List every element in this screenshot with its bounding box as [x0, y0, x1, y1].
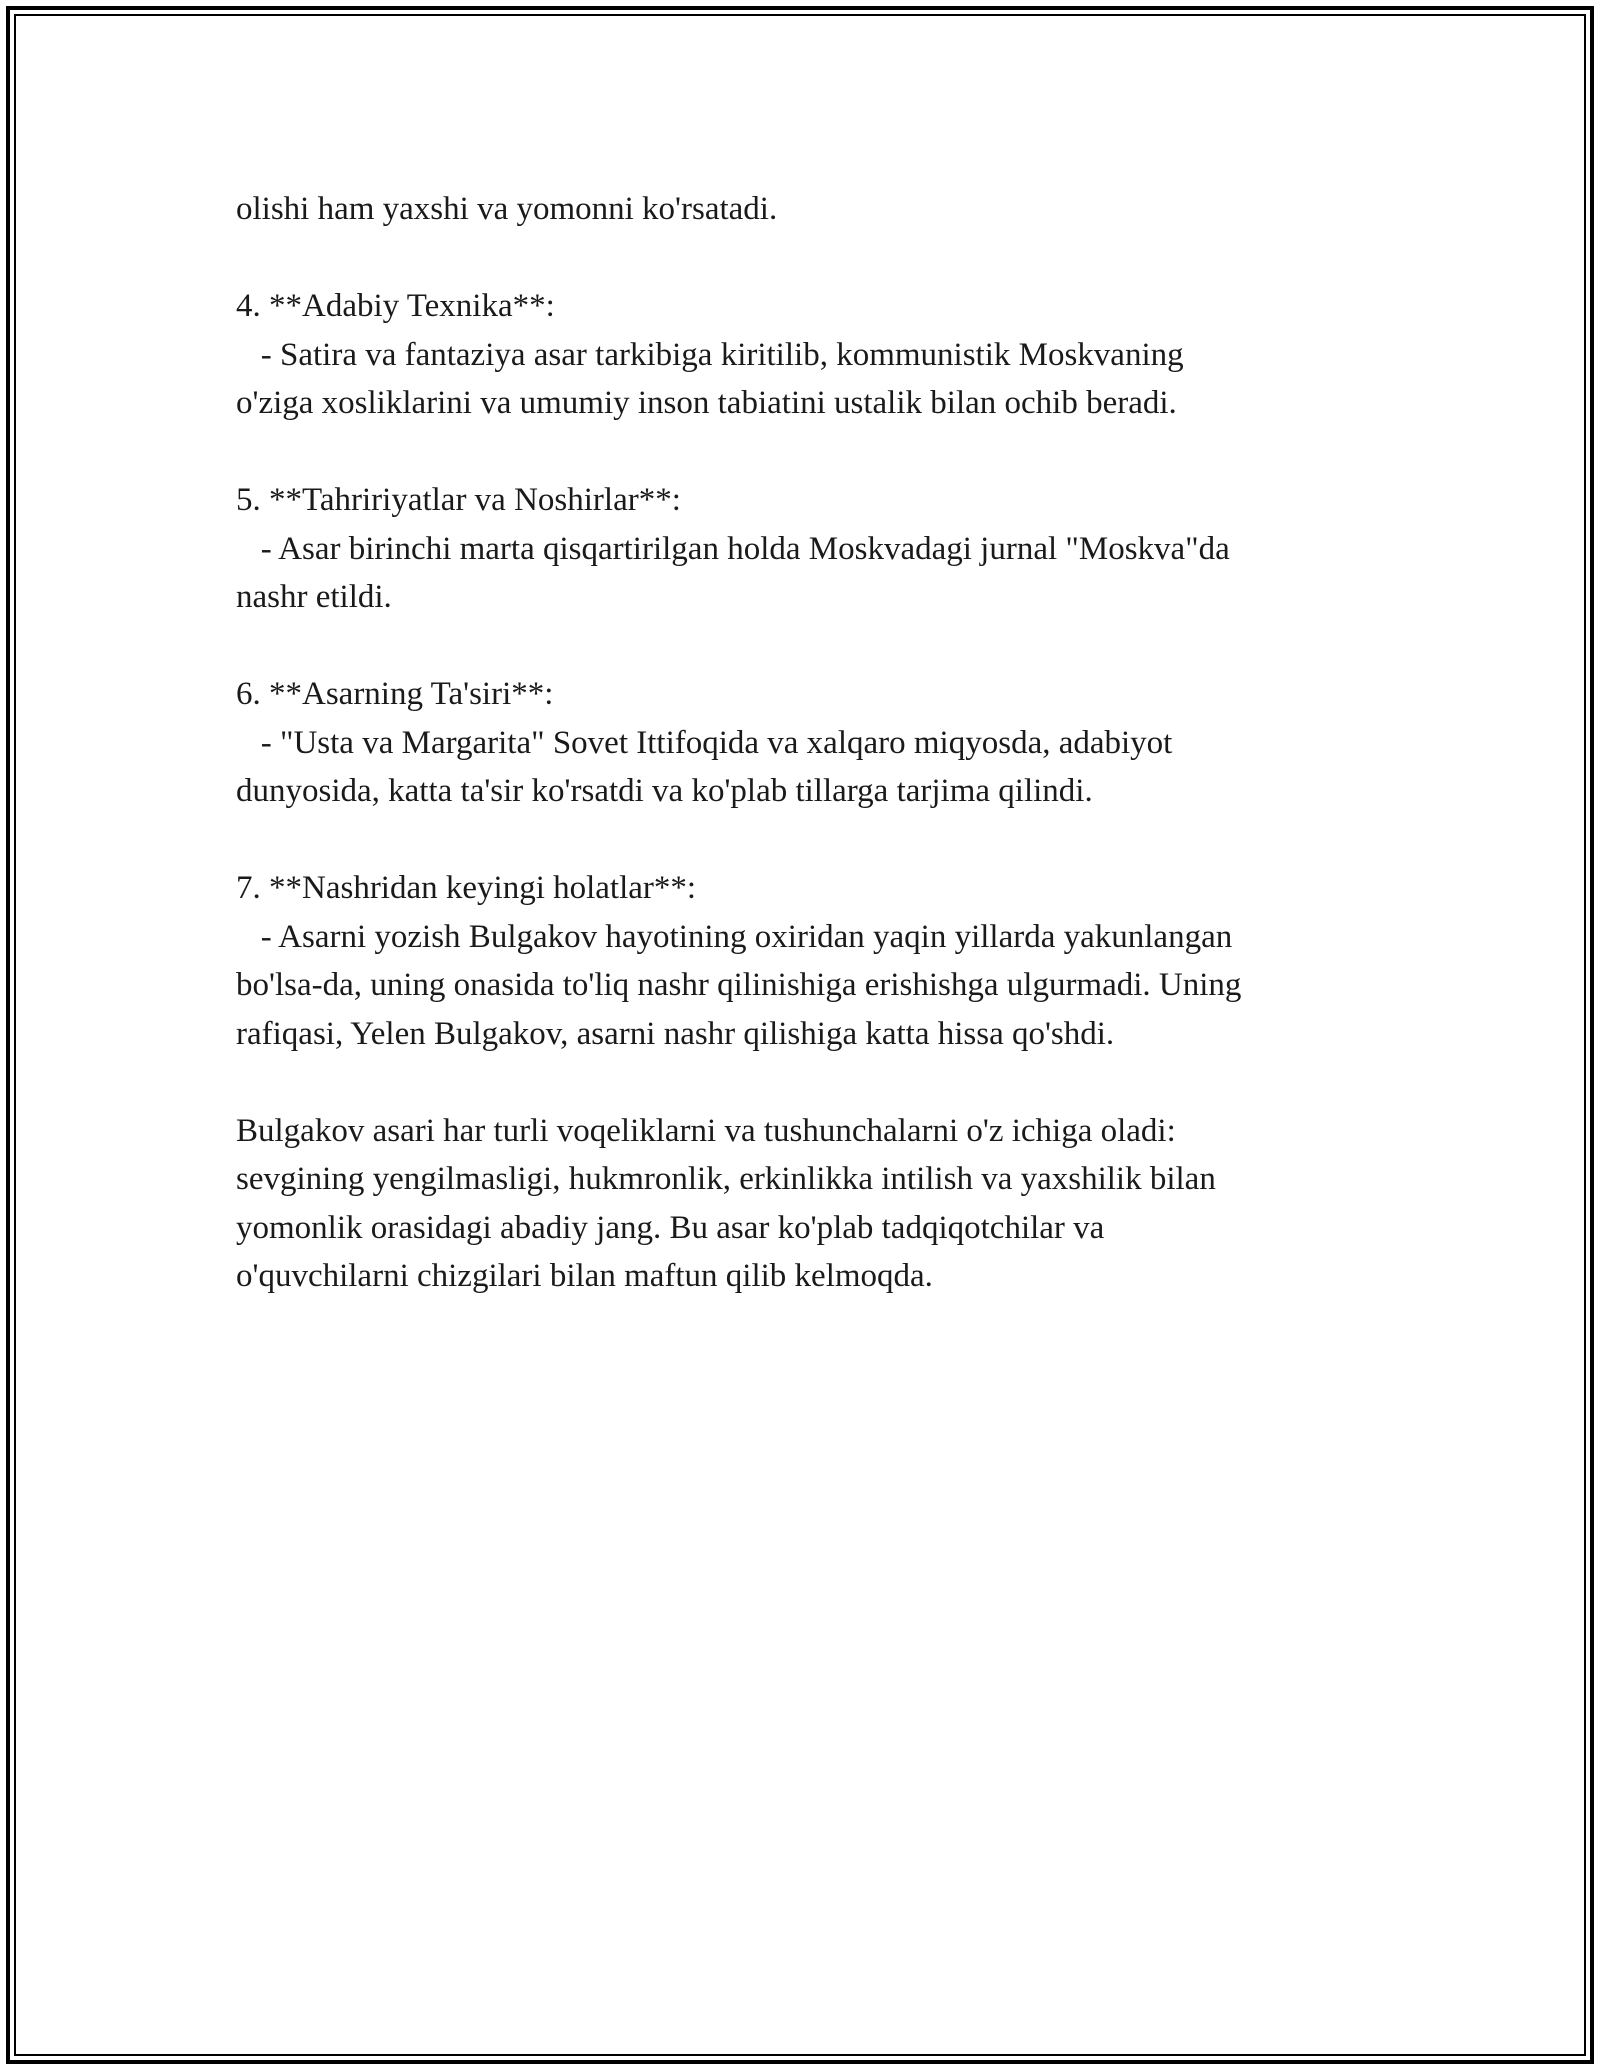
- document-body: [236, 185, 1376, 1301]
- section-text-line: - Satira va fantaziya asar tarkibiga kiritilib, kommunistik Moskvaning: [236, 336, 1184, 373]
- section-text-line: bo'lsa-da, uning onasida to'liq nashr qilinishiga erishishga ulgurmadi. Uning: [236, 967, 1242, 1003]
- section-heading: 6. **Asarning Ta'siri**:: [236, 676, 554, 712]
- conclusion-line: Bulgakov asari har turli voqeliklarni va tushunchalarni o'z ichiga oladi:: [236, 1112, 1176, 1149]
- section-nashridan-keyingi: [236, 864, 1376, 1058]
- section-heading: 5. **Tahririyatlar va Noshirlar**:: [236, 482, 681, 518]
- section-text-line: dunyosida, katta ta'sir ko'rsatdi va ko'plab tillarga tarjima qilindi.: [236, 773, 1093, 809]
- paragraph-gap: [236, 234, 1376, 283]
- section-text-line: nashr etildi.: [236, 579, 392, 615]
- conclusion-line: sevgining yengilmasligi, hukmronlik, erkinlikka intilish va yaxshilik bilan: [236, 1161, 1216, 1197]
- section-adabiy-texnika: [236, 282, 1376, 428]
- paragraph-gap: [236, 428, 1376, 477]
- section-text-line: - Asar birinchi marta qisqartirilgan holda Moskvadagi jurnal "Moskva"da: [236, 530, 1230, 567]
- conclusion-line: yomonlik orasidagi abadiy jang. Bu asar ko'plab tadqiqotchilar va: [236, 1209, 1105, 1246]
- section-text-line: rafiqasi, Yelen Bulgakov, asarni nashr qilishiga katta hissa qo'shdi.: [236, 1015, 1115, 1052]
- section-text-line: - "Usta va Margarita" Sovet Ittifoqida va xalqaro miqyosda, adabiyot: [236, 724, 1173, 761]
- conclusion-line: o'quvchilarni chizgilari bilan maftun qilib kelmoqda.: [236, 1258, 933, 1294]
- section-heading: 4. **Adabiy Texnika**:: [236, 288, 555, 324]
- paragraph-gap: [236, 816, 1376, 865]
- section-tahririyatlar: [236, 476, 1376, 622]
- section-text-line: - Asarni yozish Bulgakov hayotining oxiridan yaqin yillarda yakunlangan: [236, 918, 1233, 955]
- conclusion-paragraph: [236, 1107, 1376, 1301]
- section-heading: 7. **Nashridan keyingi holatlar**:: [236, 870, 697, 906]
- paragraph-gap: [236, 622, 1376, 671]
- section-asarning-tasiri: [236, 670, 1376, 816]
- section-text-line: o'ziga xosliklarini va umumiy inson tabiatini ustalik bilan ochib beradi.: [236, 385, 1177, 421]
- continuation-line: olishi ham yaxshi va yomonni ko'rsatadi.: [236, 191, 778, 227]
- paragraph-gap: [236, 1058, 1376, 1107]
